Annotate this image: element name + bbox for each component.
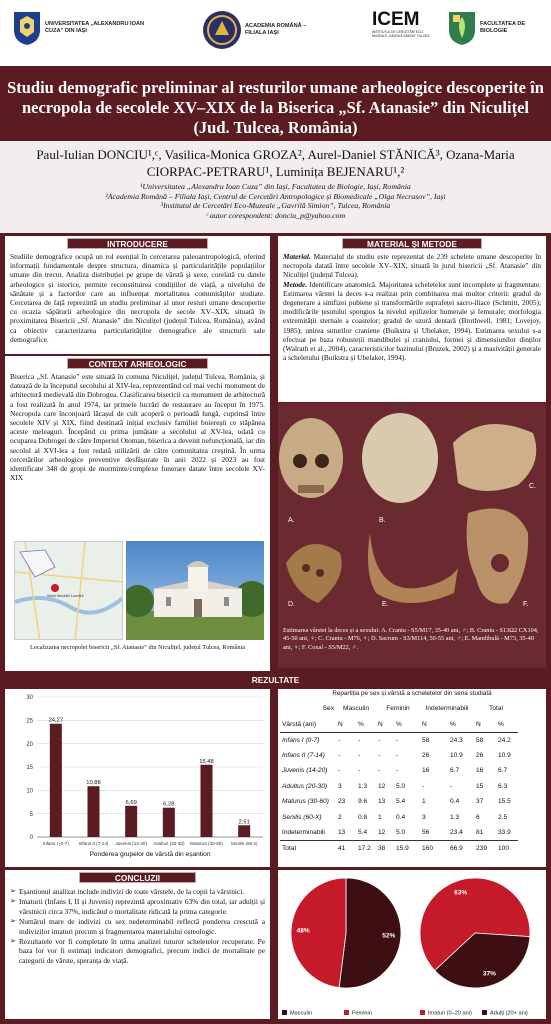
x-tick-label: Maturus (30-60): [190, 841, 223, 846]
material-lead: Material.: [283, 252, 311, 261]
table-title: Repartiția pe sex și vârstă a scheletelor din seria studiată: [332, 690, 492, 697]
cell-value: 5.4: [358, 829, 368, 836]
cell-value: 16: [422, 767, 430, 775]
col-n: N: [378, 720, 383, 728]
col-pct: %: [450, 720, 456, 728]
cell-value: -: [338, 736, 341, 744]
legend-label: Adulți (20+ ani): [490, 1010, 528, 1017]
legend-label: Imaturi (0–20 ani): [428, 1010, 472, 1017]
cell-value: 23.4: [450, 829, 463, 836]
cell-value: 26: [476, 751, 484, 759]
table-row: [280, 825, 518, 841]
bar: [163, 808, 175, 837]
bone-label-c: C.: [529, 483, 536, 490]
concluzie-item: ➢ Imaturii (Infans I, II și Juvenis) reprezintă aproximativ 63% din total, iar adulții și vârstnicii circa 37%, indicând o mortalitate ridicată la prima categorie.: [10, 897, 265, 916]
cell-value: 33.9: [498, 829, 511, 836]
cell-value: -: [422, 782, 425, 790]
x-tick-label: Juvenis (14-20): [115, 841, 148, 846]
col-pct: %: [396, 720, 402, 728]
pie-charts: [278, 870, 546, 1019]
table-row: [280, 794, 518, 810]
cell-value: 38: [378, 845, 386, 852]
cell-value: 37: [476, 798, 484, 806]
authors-list: Paul-Iulian DONCIU¹,ᶜ, Vasilica-Monica GROZA², Aurel-Daniel STĂNICĂ³, Ozana-Maria CIORPAC-PETRARU¹, Luminița BEJENARU¹,²: [36, 147, 515, 179]
metode-paragraph: Identificare anatomică. Majoritatea scheletelor sunt incomplete și fragmentate. Estimarea vârstei la deces s-a realizat prin combinarea mai multor criterii: gradul de degenerare a simfizei pubiene și transformările suprafeței sacro-iliace (Schmitt, 2005); modificările țesutului spongios la nivelul epifizelor humerale și femurale; morfologia extremității sternale a coastelor; gradul de uzură dentară (Brothwell, 1981; Lovejoy, 1985); unirea suturilor craniene (Buikstra și Ubelaker, 1994). Estimarea sexului s-a efectuat pe baza robusteții mandibulei și craniului, formei și dimensiunilor dinților (Walrath et al., 2004), caracteristicilor bazinului (Bruzek, 2002) și a masivității generale a scheletului (Buikstra și Ubelaker, 1994).: [283, 279, 541, 363]
academia-seal-icon: [202, 10, 242, 50]
cell-value: 16: [476, 767, 484, 775]
cell-value: -: [358, 751, 361, 759]
table-row: [280, 763, 518, 779]
table-body: [280, 732, 518, 856]
biologie-name: FACULTATEA DE BIOLOGIE: [480, 21, 526, 34]
table-row: [280, 748, 518, 764]
cell-value: 5.4: [396, 798, 406, 806]
cell-value: 6.7: [450, 767, 460, 775]
col-pct: %: [498, 720, 504, 728]
table-row: [280, 841, 518, 857]
cell-value: 0.4: [396, 813, 406, 821]
cell-value: 100: [498, 845, 510, 852]
col-age: Vârstă (ani): [282, 720, 317, 728]
cell-value: 13: [338, 829, 346, 836]
row-label: Indeterminabili: [282, 829, 325, 836]
concluzii-section: [5, 870, 270, 1019]
uaic-name: UNIVERSITATEA „ALEXANDRU IOAN CUZA” DIN IAȘI: [45, 21, 145, 34]
cell-value: 6.3: [498, 782, 508, 790]
icem-wordmark: ICEM: [372, 9, 420, 30]
rezultate-heading: REZULTATE: [200, 675, 351, 686]
icem-logo: [372, 10, 430, 38]
col-n: N: [476, 720, 481, 728]
cell-value: -: [358, 736, 361, 744]
material-section: [278, 236, 546, 402]
cell-value: 81: [476, 829, 484, 836]
cell-value: 0.8: [358, 813, 368, 821]
bar: [201, 765, 213, 837]
age-sex-table: [280, 701, 518, 856]
row-label: Total: [282, 845, 296, 852]
cell-value: 6: [476, 813, 480, 821]
cell-value: -: [396, 767, 399, 775]
biologie-logo: [447, 10, 538, 46]
context-heading: CONTEXT ARHEOLOGIC: [67, 358, 208, 369]
pie-value-label: 63%: [454, 889, 468, 897]
col-pct: %: [358, 720, 364, 728]
cell-value: 2.5: [498, 813, 508, 821]
age-sex-table-panel: [278, 689, 546, 867]
pie-value-label: 52%: [382, 932, 396, 940]
metode-lead: Metode.: [283, 279, 308, 289]
pie-charts-panel: [278, 870, 546, 1019]
bar-value-label: 6,69: [125, 799, 137, 806]
bone-label-f: F.: [523, 601, 529, 608]
y-tick-label: 25: [26, 718, 33, 725]
bone-label-b: B.: [379, 517, 386, 524]
cell-value: 9.6: [358, 798, 368, 806]
material-heading: MATERIAL ȘI METODE: [342, 238, 482, 249]
legend-label: Masculin: [290, 1010, 313, 1017]
bar: [125, 806, 137, 837]
bar: [88, 786, 100, 837]
cell-value: 13: [378, 798, 386, 806]
table-row: [280, 810, 518, 826]
concluzie-item: ➢ Eșantionul analizat include indivizi de toate vârstele, de la copii la vârstnici.: [10, 887, 265, 896]
cell-value: 160: [422, 845, 434, 852]
concluzii-heading: CONCLUZII: [79, 872, 196, 883]
cell-value: 1.3: [358, 782, 368, 790]
cell-value: 66.9: [450, 845, 463, 852]
cell-value: 5.0: [396, 829, 406, 836]
cell-value: -: [338, 751, 341, 759]
pie-value-label: 48%: [296, 927, 310, 935]
cell-value: 1: [422, 798, 426, 806]
y-tick-label: 10: [26, 788, 33, 795]
uaic-crest-icon: [12, 10, 42, 46]
cell-value: 24.2: [498, 736, 511, 744]
cell-value: -: [378, 767, 381, 775]
bar: [238, 825, 250, 837]
y-tick-label: 30: [26, 695, 33, 702]
church-photo: [126, 541, 264, 640]
introducere-heading: INTRODUCERE: [67, 238, 208, 249]
poster-title: Studiu demografic preliminar al resturilor umane arheologice descoperite în necropola de secolele XV–XIX de la Biserica „Sf. Atanasie” din Niculițel (Jud. Tulcea, România): [7, 78, 544, 137]
age-group-bar-chart: [5, 689, 270, 867]
cell-value: 26: [422, 751, 430, 759]
affiliation-1: ¹Universitatea „Alexandru Ioan Cuza” din Iași, Facultatea de Biologie, Iași, România: [140, 182, 411, 191]
legend-swatch: [282, 1010, 287, 1015]
church-photo-graphic: [126, 541, 264, 640]
material-paragraph: Materialul de studiu este reprezentat de 239 schelete umane descoperite în necropola datată între secolele XV–XIX, situată în jurul bisericii „Sf. Atanasie” din Niculițel (județul Tulcea).: [283, 252, 541, 280]
bone-label-e: E.: [382, 601, 389, 608]
cell-value: -: [358, 767, 361, 775]
cell-value: 24.3: [450, 736, 463, 744]
col-n: N: [338, 720, 343, 728]
cell-value: 56: [422, 829, 430, 836]
academia-name: ACADEMIA ROMÂNĂ – FILIALA IAȘI: [245, 23, 307, 36]
y-tick-label: 20: [26, 741, 33, 748]
logo-bar: [0, 0, 551, 66]
x-tick-label: Infans I (0-7): [42, 841, 69, 846]
cell-value: 10.9: [450, 751, 463, 759]
uaic-logo: [12, 10, 157, 46]
introducere-section: [5, 236, 270, 354]
cell-value: 2: [338, 813, 342, 821]
cell-value: 1.3: [450, 813, 460, 821]
concluzie-item: ➢ Rezultatele vor fi completate în urma analizei tuturor scheletelor recuperate. Pe baza lor vor fi estimați indicatori demografici, precum indici de mortalitate pe categorii de vârste, speranța de viață.: [10, 937, 265, 965]
cell-value: 5.0: [396, 782, 406, 790]
bar: [50, 724, 62, 837]
col-group-sex: Sex: [322, 705, 334, 713]
col-n: N: [422, 720, 427, 728]
row-label: Senilis (60-X): [282, 813, 322, 821]
table-sub-header: [280, 717, 518, 733]
y-tick-label: 15: [26, 765, 33, 772]
affiliation-3: ³Institutul de Cercetări Eco-Muzeale „Gavrilă Simion”, Tulcea, România: [160, 201, 391, 210]
cell-value: 15: [476, 782, 484, 790]
table-row: [280, 779, 518, 795]
y-tick-label: 5: [29, 811, 33, 818]
col-group-masculin: Masculin: [342, 705, 370, 713]
bar-value-label: 2,51: [238, 819, 250, 826]
x-tick-label: Infans II (7-14): [78, 841, 109, 846]
cell-value: -: [450, 782, 453, 790]
corresponding-author: ᶜ autor corespondent: donciu_p@yahoo.com: [205, 210, 346, 220]
cell-value: 17.2: [358, 845, 371, 852]
bone-label-d: D.: [288, 601, 295, 608]
cell-value: 58: [476, 736, 484, 744]
introducere-text: Studiile demografice ocupă un rol esențial în cercetarea paleoantropologică, oferind informații fundamentale despre structura, dinamica și particularitățile populațiilor umane din trecut. Analiza distribuției pe grupe de vârstă și sexe, corelată cu datele arheologice și istorice, permite reconstituirea condițiilor de viață, a nivelului de sănătate și a factorilor care au influențat mortalitatea comunităților studiate. Cercetarea de față reprezintă un studiu preliminar al unor resturi umane descoperite cu ocazia săpăturii arheologice din necropola de secole XV–XIX, situată în proximitatea Bisericii „Sf. Atanasie” din Niculițel (județul Tulcea, România), având ca obiectiv caracterizarea particularităților demografice ale structurii sale demografice.: [10, 252, 265, 344]
cell-value: 41: [338, 845, 346, 852]
context-text: Biserica „Sf. Atanasie” este situată în comuna Niculițel, județul Tulcea, România, și datează de la începutul secolului al XIV-lea, reprezentând cel mai vechi monument de arhitectură medievală din Dobrogea. Clasificarea bisericii ca monument de arhitectură a fost realizată în anul 1974, iar primele lucrări de restaurare au început în 1975. Necropola care înconjoară lăcașul de cult acoperă o perioadă lungă, cuprinsă între secolele XIV și XIX, fiind destinată inițial exclusiv familiei boierești ce stăpânea aceste meleaguri. Începând cu prima jumătate a secolului al XV-lea, odată cu ocuparea Dobrogei de către Imperiul Otoman, biserica a devenit nefuncțională, iar din secolul al XVI-lea a fost redată utilizării de către comunitatea creștină. În urma cercetărilor arheologice preventive desfășurate în anii 2022 și 2023 au fost identificate 348 de gropi de morminte/complexe funerare datate între secolele XV-XIX: [10, 372, 265, 483]
col-group-total: Total: [489, 705, 503, 713]
row-label: Juvenis (14-20): [282, 767, 328, 775]
location-map: [14, 541, 123, 640]
biologie-crest-icon: [447, 10, 477, 46]
cell-value: 15.9: [396, 845, 409, 852]
cell-value: -: [338, 767, 341, 775]
cell-value: -: [396, 736, 399, 744]
row-label: Adultus (20-30): [282, 782, 328, 790]
bones-caption: Estimarea vârstei la deces și a sexului: A. Craniu - S5/M17, 35-40 ani, ♂; B. Craniu - S13Ω2 CX104, 45-50 ani, ♀; C. Craniu - M76, ♀; D. Sacrum - S3/M114, 50-55 ani, ♂; E. Mandibulă - M73, 35-40 ani, ♀; F. Coxal - S5/M22, ♂.: [283, 627, 539, 651]
cell-value: 3: [338, 782, 342, 790]
map-label: Satul Niculițel Lucrării: [47, 594, 84, 598]
row-label: Infans II (7-14): [282, 751, 325, 759]
cell-value: -: [396, 751, 399, 759]
legend-swatch: [482, 1010, 487, 1015]
context-section: [5, 356, 270, 671]
cell-value: 0.4: [450, 798, 460, 806]
col-group-indeterminabili: Indeterminabili: [425, 705, 469, 713]
cell-value: 239: [476, 845, 488, 852]
legend-swatch: [420, 1010, 425, 1015]
cell-value: 12: [378, 782, 386, 790]
cell-value: 58: [422, 736, 430, 744]
context-caption: Localizarea necropolei bisericii „Sf. Atanasie” din Niculițel, județul Tulcea, România: [29, 644, 246, 651]
table-row: [280, 732, 518, 748]
cell-value: -: [378, 736, 381, 744]
bones-photos: [278, 403, 546, 613]
bar-value-label: 6,28: [163, 801, 175, 808]
cell-value: 23: [338, 798, 346, 806]
row-label: Infans I (0-7): [282, 736, 320, 744]
cell-value: 15.5: [498, 798, 511, 806]
x-tick-label: Senilis (60-x): [230, 841, 258, 846]
concluzie-item: ➢ Numărul mare de indivizi cu sex nedeterminabil reflectă ponderea crescută a indivizilor imaturi precum și fragmentarea materialului osteologic.: [10, 917, 265, 936]
cell-value: 3: [422, 813, 426, 821]
bar-value-label: 24,27: [48, 717, 64, 724]
row-label: Maturus (30-60): [282, 798, 329, 806]
cell-value: 10.9: [498, 751, 511, 759]
legend-swatch: [344, 1010, 349, 1015]
bones-figure: [278, 403, 546, 668]
table-group-header: [280, 701, 518, 717]
bar-chart-panel: [5, 689, 270, 867]
legend-label: Feminin: [352, 1010, 372, 1017]
concluzii-list: [5, 887, 270, 965]
bar-value-label: 15,48: [199, 758, 214, 765]
academia-logo: [202, 10, 323, 50]
cell-value: 12: [378, 829, 386, 836]
x-tick-label: Adultus (20-30): [153, 841, 185, 846]
col-group-feminin: Feminin: [386, 705, 410, 713]
bone-label-a: A.: [288, 517, 295, 524]
cell-value: -: [378, 751, 381, 759]
material-text: [278, 252, 546, 362]
cell-value: 6.7: [498, 767, 508, 775]
icem-subtitle: INSTITUTUL DE CERCETĂRI ECO-MUZEALE „GAVRILĂ SIMION” TULCEA: [372, 30, 430, 38]
y-tick-label: 0: [29, 835, 33, 842]
x-axis-label: Ponderea grupelor de vârstă din eșantion: [89, 851, 211, 858]
map-graphic: [15, 542, 123, 640]
bar-value-label: 10,88: [86, 780, 101, 787]
affiliation-2: ²Academia Română – Filiala Iași, Centrul de Cercetări Antropologice și Biomedicale „Olga Necrasov”, Iași: [105, 191, 446, 201]
affiliations: [10, 182, 541, 220]
pie-value-label: 37%: [482, 970, 496, 978]
cell-value: 1: [378, 813, 382, 821]
